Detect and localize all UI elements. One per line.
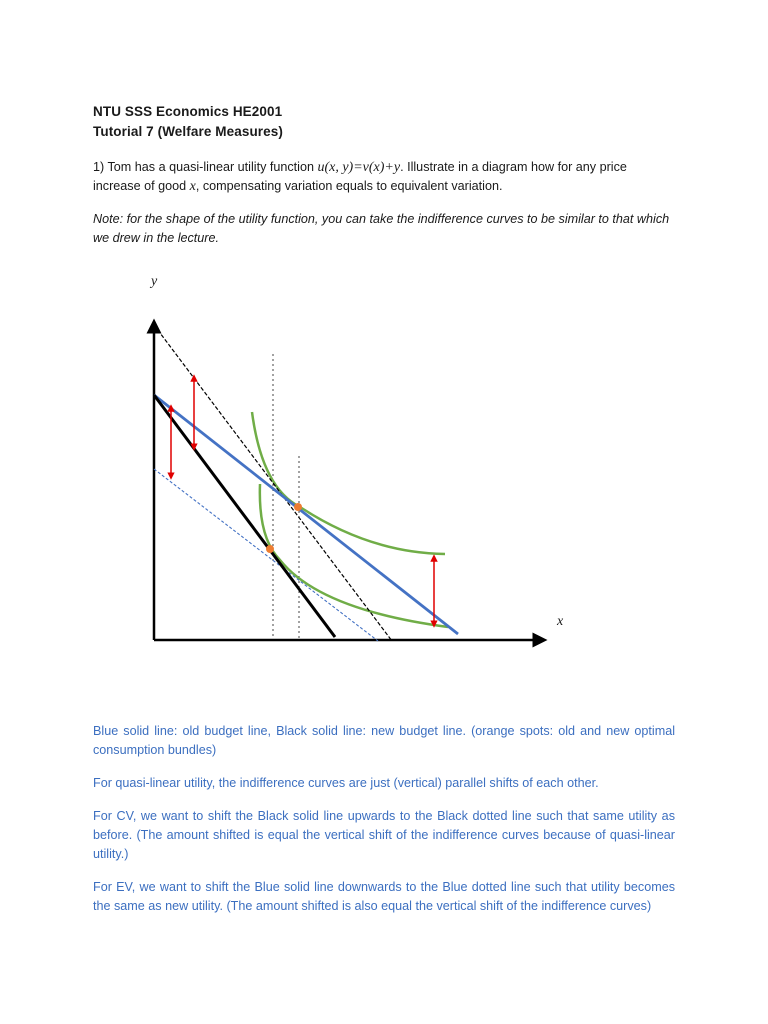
y-axis-label: y: [151, 274, 158, 289]
note-paragraph: Note: for the shape of the utility function, you can take the indifference curves to be similar to that which we drew in the lecture.: [93, 212, 670, 245]
explanation-legend: Blue solid line: old budget line, Black solid line: new budget line. (orange spots: old and new optimal consumption bundles): [93, 724, 675, 757]
old-optimal-bundle: [294, 503, 302, 511]
question-1: [93, 158, 675, 196]
tutorial-title: Tutorial 7 (Welfare Measures): [93, 124, 283, 139]
indifference-curve-upper: [252, 412, 445, 554]
ev-dotted-budget-line: [154, 469, 378, 641]
question-text-mid: . Illustrate in a diagram how for any price increase of good: [93, 160, 627, 193]
question-text-prefix: 1) Tom has a quasi-linear utility function: [93, 160, 318, 174]
question-text-suffix: , compensating variation equals to equivalent variation.: [195, 179, 503, 193]
explanation-quasi-linear: For quasi-linear utility, the indifference curves are just (vertical) parallel shifts of each other.: [93, 776, 599, 790]
explanation-cv: For CV, we want to shift the Black solid line upwards to the Black dotted line such that same utility as before. (The amount shifted is equal the vertical shift of the indifference curves because of quasi-linear utility.): [93, 809, 675, 861]
utility-formula: u(x, y)=v(x)+y: [317, 160, 401, 175]
explanation-ev: For EV, we want to shift the Blue solid line downwards to the Blue dotted line such that utility becomes the same as new utility. (The amount shifted is also equal the vertical shift of the indifference curves): [93, 880, 675, 913]
course-title: NTU SSS Economics HE2001: [93, 104, 283, 119]
new-optimal-bundle: [266, 545, 274, 553]
good-x-variable: x: [189, 179, 196, 194]
x-axis-label: x: [557, 614, 564, 629]
welfare-diagram: [0, 260, 768, 660]
